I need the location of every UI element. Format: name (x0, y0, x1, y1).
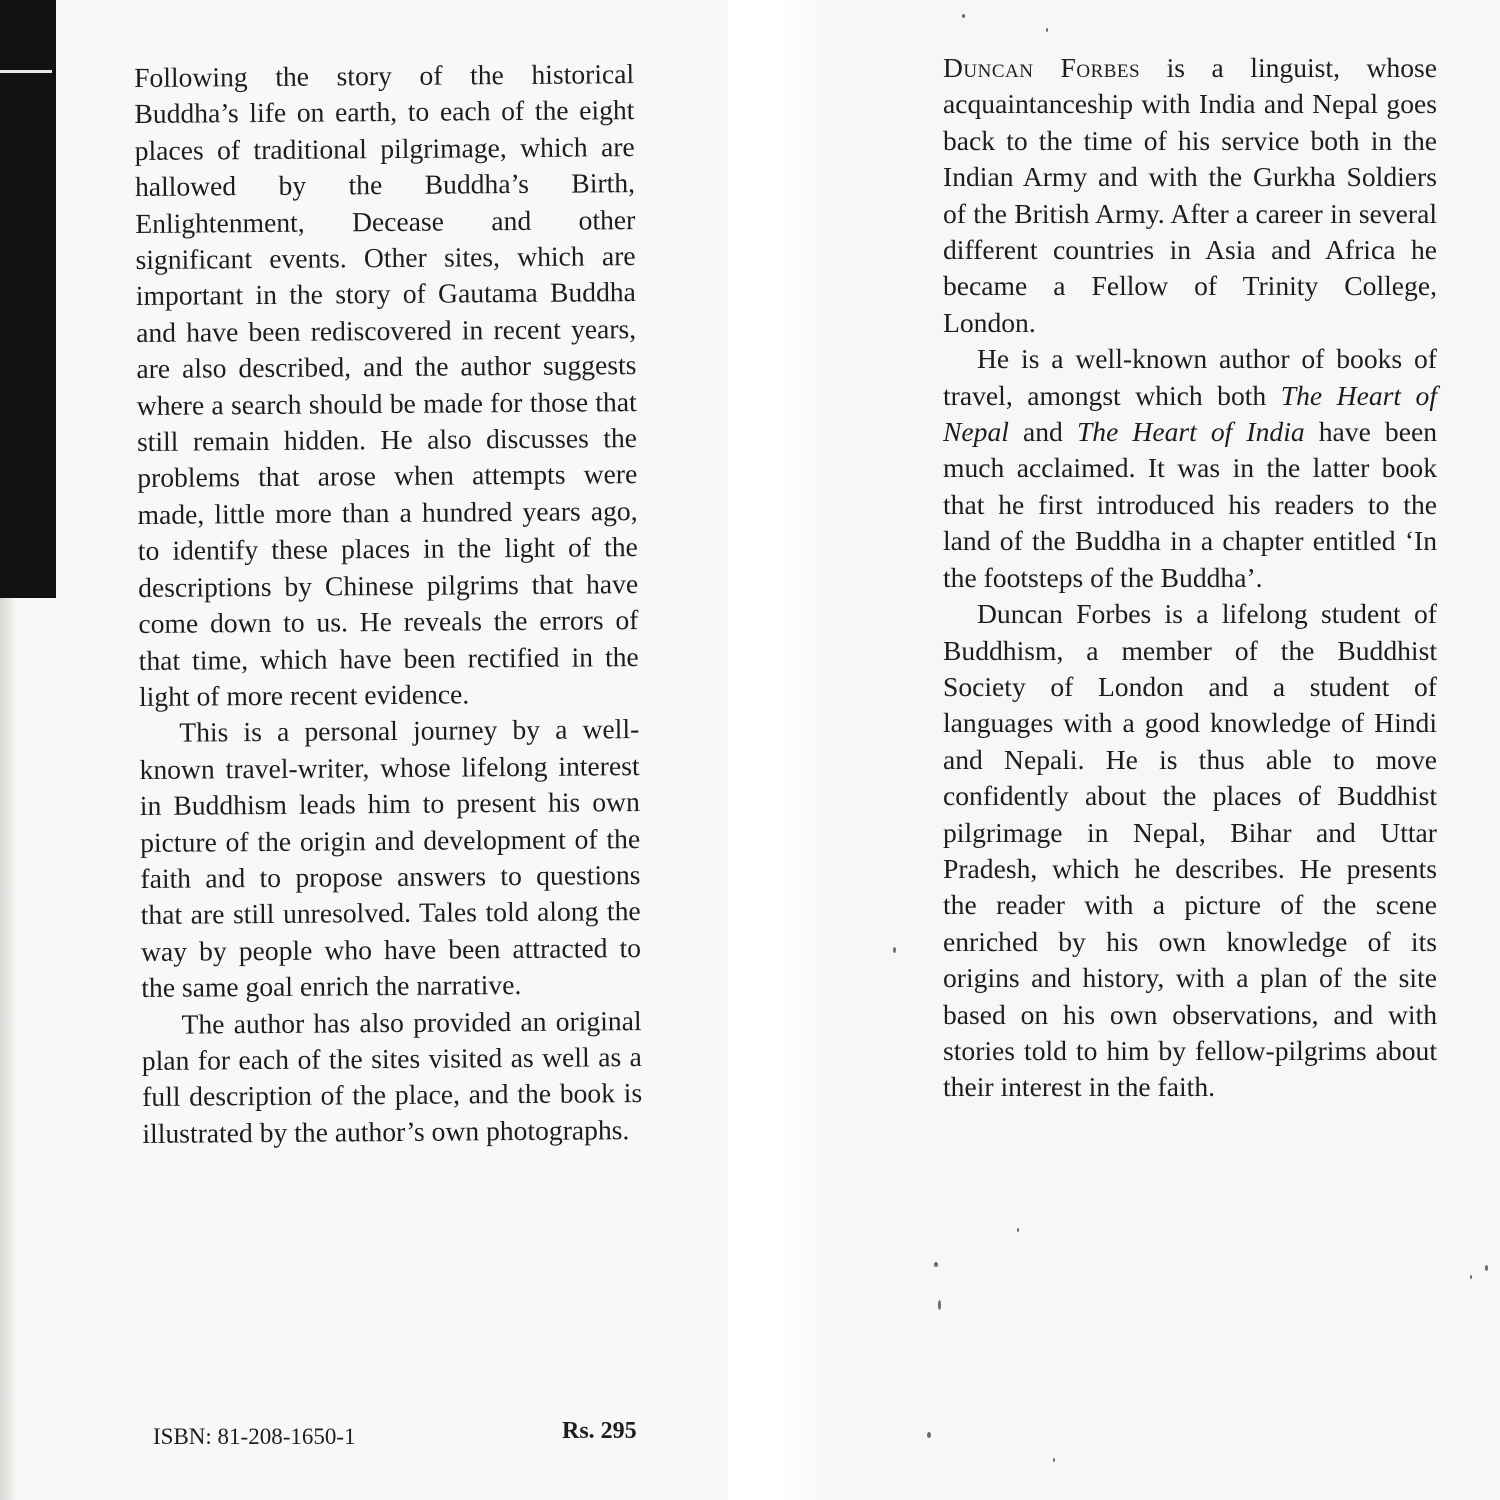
scan-speck (927, 1432, 931, 1438)
bio-paragraph-1-text: is a linguist, whose acquaintanceship with India and Nepal goes back to the time of his service both in the Indian Army and with the Gurkha Soldiers of the British Army. After a career in several different countries in Asia and Africa he became a Fellow of Trinity College, London. (943, 52, 1437, 338)
bio-paragraph-1 (943, 50, 1437, 341)
bio-paragraph-2-text-c: have been much acclaimed. It was in the latter book that he first introduced his readers to the land of the Buddha in a chapter entitled ‘In the footsteps of the Buddha’. (943, 416, 1438, 593)
scan-speck (938, 1300, 941, 1310)
book-title-heart-of-india: The Heart of India (1076, 416, 1305, 448)
author-name: Duncan Forbes (943, 52, 1141, 83)
author-biography (943, 50, 1437, 1106)
scan-speck (1046, 28, 1048, 32)
bio-paragraph-2 (943, 341, 1437, 596)
flap-gutter (728, 0, 776, 1500)
scan-speck (1485, 1265, 1488, 1271)
spine-edge (0, 0, 56, 598)
bio-paragraph-2-text-a: He is a well-known author of books of travel, amongst which both (943, 343, 1437, 411)
scan-speck (962, 14, 965, 18)
bio-paragraph-2-text-b: and (1008, 416, 1077, 448)
bio-paragraph-3: Duncan Forbes is a lifelong student of Buddhism, a member of the Buddhist Society of London and a student of languages with a good knowledge of Hindi and Nepali. He is thus able to move confidently about the places of Buddhist pilgrimage in Nepal, Bihar and Uttar Pradesh, which he describes. He presents the reader with a picture of the scene enriched by his own knowledge of its origins and history, with a plan of the site based on his own observations, and with stories told to him by fellow-pilgrims about their interest in the faith. (943, 598, 1437, 1103)
book-title-heart-of-nepal: The Heart of Nepal (943, 379, 1437, 448)
description-paragraph-3: The author has also provided an original plan for each of the sites visited as well as a full description of the place, and the book is illustrated by the author’s own photographs. (141, 1004, 643, 1149)
description-paragraph-2: This is a personal journey by a wellknown travel-writer, whose lifelong interest in Buddhism leads him to present his own picture of the origin and development of the faith and to propose answers to questions that are still unresolved. Tales told along the way by people who have been attracted to the same goal enrich the narrative. (139, 713, 642, 1004)
description-paragraph-1: Following the story of the historical Buddha’s life on earth, to each of the eight places of traditional pilgrimage, which are hallowed by the Buddha’s Birth, Enlightenment, Decease and other significant events. Other sites, which are important in the story of Gautama Buddha and have been rediscovered in recent years, are also described, and the author suggests where a search should be made for those that still remain hidden. He also discusses the problems that arose when attempts were made, little more than a hundred years ago, to identify these places in the light of the descriptions by Chinese pilgrims that have come down to us. He reveals the errors of that time, which have been rectified in the light of more recent evidence. (134, 58, 639, 712)
scan-speck (1017, 1228, 1019, 1232)
scan-speck (934, 1262, 938, 1267)
scan-speck (893, 947, 896, 953)
price-label: Rs. 295 (562, 1418, 637, 1444)
isbn-number: ISBN: 81-208-1650-1 (153, 1424, 356, 1449)
scan-speck (1053, 1458, 1055, 1462)
spine-rule (0, 70, 52, 73)
book-description (134, 56, 643, 1152)
spine-shadow (0, 598, 16, 1500)
scan-speck (1470, 1275, 1472, 1279)
right-flap-fold (776, 0, 832, 1500)
